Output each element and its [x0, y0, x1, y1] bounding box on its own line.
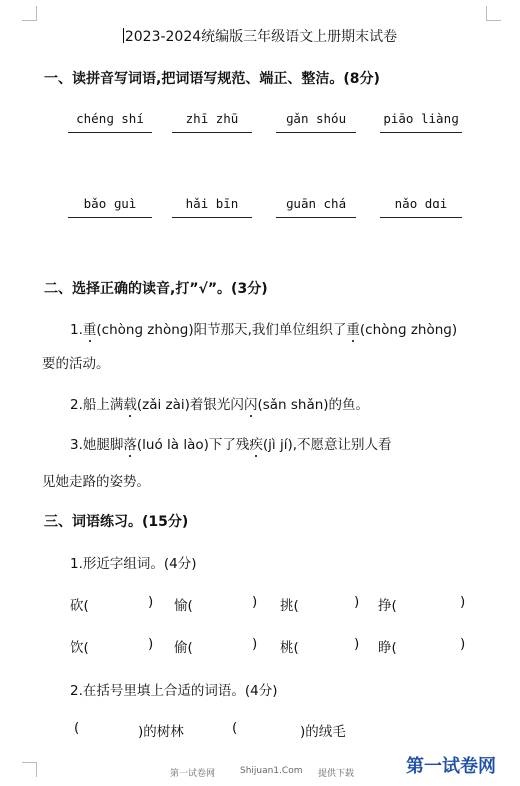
answer-line[interactable] [276, 132, 356, 133]
blank-close[interactable]: ) [252, 636, 258, 652]
blank-open[interactable]: ( [74, 720, 80, 736]
blank-close[interactable]: ) [460, 636, 466, 652]
footer-download: 提供下载 [318, 769, 355, 779]
pinyin-item: zhī zhū [185, 111, 239, 126]
subquestion-3-1: 1.形近字组词。(4分) [70, 556, 197, 572]
answer-line[interactable] [68, 132, 152, 133]
corner-mark-tr [486, 6, 501, 21]
dotted-char: 载 [123, 397, 137, 413]
section2-heading: 二、选择正确的读音,打”√”。(3分) [44, 281, 268, 297]
char-prompt: 愉( [174, 598, 193, 614]
blank-close[interactable]: ) [354, 636, 360, 652]
page-title: 2023-2024统编版三年级语文上册期末试卷 [124, 29, 398, 45]
answer-line[interactable] [380, 217, 462, 218]
subquestion-3-2: 2.在括号里填上合适的词语。(4分) [70, 683, 278, 699]
char-prompt: 砍( [70, 598, 89, 614]
pinyin-item: chénɡ shí [76, 111, 144, 126]
question-2-1-line2: 要的活动。 [42, 356, 110, 372]
footer-site-url[interactable]: Shijuan1.Com [240, 766, 303, 776]
answer-line[interactable] [172, 217, 252, 218]
pinyin-item: ɡuān chá [285, 196, 347, 211]
corner-mark-bl [22, 762, 37, 777]
question-2-3: 3.她腿脚落(luó là lào)下了残疾(jì jí),不愿意让别人看 [70, 437, 392, 453]
pinyin-item: piāo liànɡ [383, 111, 459, 126]
section1-heading: 一、读拼音写词语,把词语写规范、端正、整洁。(8分) [44, 71, 380, 87]
answer-line[interactable] [172, 132, 252, 133]
blank-close[interactable]: ) [460, 594, 466, 610]
corner-mark-tl [22, 6, 37, 21]
fill-suffix: )的树林 [138, 724, 184, 740]
section3-heading: 三、词语练习。(15分) [44, 514, 189, 530]
dotted-char: 重 [346, 322, 360, 338]
pinyin-item: nǎo dɑi [394, 196, 448, 211]
blank-close[interactable]: ) [354, 594, 360, 610]
watermark-logo: 第一试卷网 [406, 756, 496, 777]
char-prompt: 睁( [378, 640, 397, 656]
dotted-char: 闪 [243, 397, 258, 413]
blank-close[interactable]: ) [148, 594, 154, 610]
char-prompt: 挣( [378, 598, 397, 614]
blank-close[interactable]: ) [252, 594, 258, 610]
char-prompt: 饮( [70, 640, 89, 656]
text-cursor [123, 28, 124, 43]
pinyin-item: hǎi bīn [185, 196, 239, 211]
footer-site-name: 第一试卷网 [170, 769, 216, 779]
fill-suffix: )的绒毛 [300, 724, 346, 740]
answer-line[interactable] [276, 217, 356, 218]
blank-open[interactable]: ( [232, 720, 238, 736]
question-2-2: 2.船上满载(zǎi zài)着银光闪闪(sǎn shǎn)的鱼。 [70, 397, 370, 413]
char-prompt: 偷( [174, 640, 193, 656]
question-2-1: 1.重(chònɡ zhònɡ)阳节那天,我们单位组织了重(chònɡ zhònɡ) [70, 322, 458, 338]
question-2-3-line2: 见她走路的姿势。 [42, 474, 150, 490]
pinyin-item: bǎo ɡuì [83, 196, 137, 211]
char-prompt: 桃( [280, 640, 299, 656]
char-prompt: 挑( [280, 598, 299, 614]
answer-line[interactable] [380, 132, 462, 133]
pinyin-item: ɡǎn shóu [285, 111, 347, 126]
answer-line[interactable] [68, 217, 152, 218]
dotted-char: 重 [82, 322, 97, 338]
dotted-char: 疾 [249, 437, 263, 453]
blank-close[interactable]: ) [148, 636, 154, 652]
dotted-char: 落 [123, 437, 137, 453]
